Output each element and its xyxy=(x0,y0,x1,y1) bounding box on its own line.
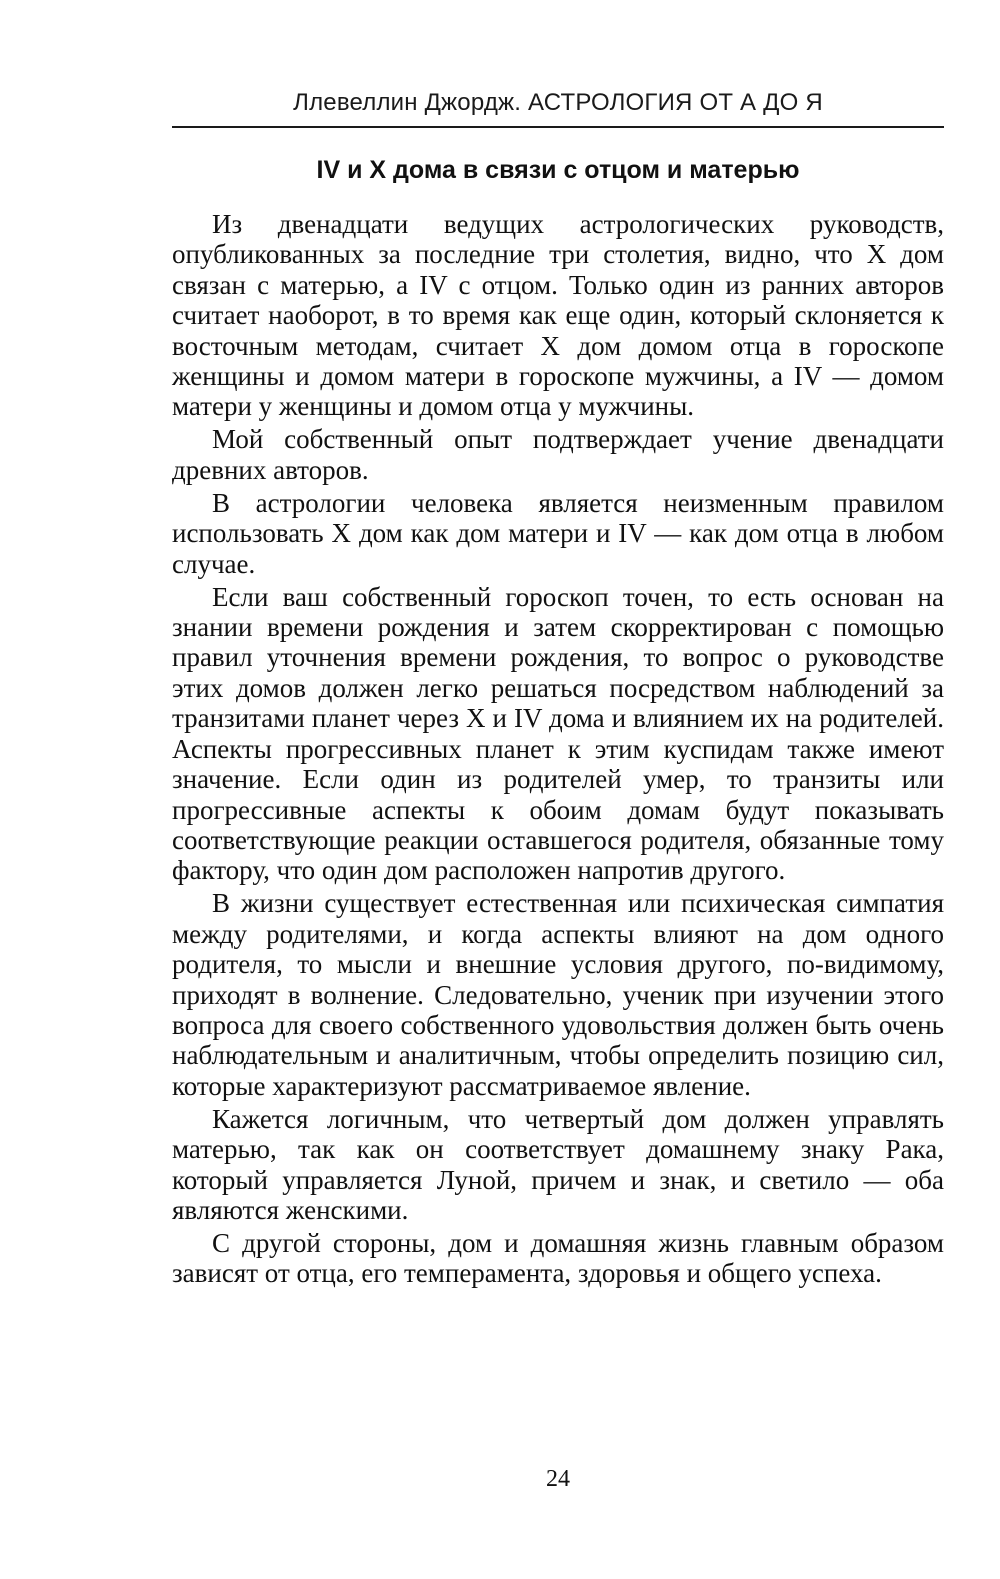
header-divider xyxy=(172,126,944,128)
paragraph: В жизни существует естественная или психическая симпатия между родителями, и когда аспекты влияют на дом одного родителя, то мысли и внешние условия другого, по-видимому, приходят в волнение. Следовательно, ученик при изучении этого вопроса для своего собственного удовольствия должен быть очень наблюдательным и аналитичным, чтобы определить позицию сил, которые характеризуют рассматриваемое явление. xyxy=(172,888,944,1101)
paragraph: С другой стороны, дом и домашняя жизнь главным образом зависят от отца, его темперамента, здоровья и общего успеха. xyxy=(172,1227,944,1289)
paragraph: Кажется логичным, что четвертый дом должен управлять матерью, так как он соответствует домашнему знаку Рака, который управляется Луной, причем и знак, и светило — оба являются женскими. xyxy=(172,1103,944,1225)
paragraph: Мой собственный опыт подтверждает учение двенадцати древних авторов. xyxy=(172,424,944,485)
running-header: Ллевеллин Джордж. АСТРОЛОГИЯ ОТ А ДО Я xyxy=(293,89,823,116)
body-text xyxy=(172,209,944,1291)
section-title: IV и X дома в связи с отцом и матерью xyxy=(316,156,800,184)
page-number: 24 xyxy=(546,1466,570,1492)
paragraph: В астрологии человека является неизменным правилом использовать X дом как дом матери и IV — как дом отца в любом случае. xyxy=(172,487,944,579)
paragraph: Из двенадцати ведущих астрологических руководств, опубликованных за последние три столетия, видно, что X дом связан с матерью, а IV с отцом. Только один из ранних авторов считает наоборот, в то время как еще один, который склоняется к восточным методам, считает X дом домом отца в гороскопе женщины и домом матери в гороскопе мужчины, а IV — домом матери у женщины и домом отца у мужчины. xyxy=(172,209,944,422)
paragraph: Если ваш собственный гороскоп точен, то есть основан на знании времени рождения и затем скорректирован с помощью правил уточнения времени рождения, то вопрос о руководстве этих домов должен легко решаться посредством наблюдений за транзитами планет через X и IV дома и влиянием их на родителей. Аспекты прогрессивных планет к этим куспидам также имеют значение. Если один из родителей умер, то транзиты или прогрессивные аспекты к обоим домам будут показывать соответствующие реакции оставшегося родителя, обязанные тому фактору, что один дом расположен напротив другого. xyxy=(172,581,944,886)
